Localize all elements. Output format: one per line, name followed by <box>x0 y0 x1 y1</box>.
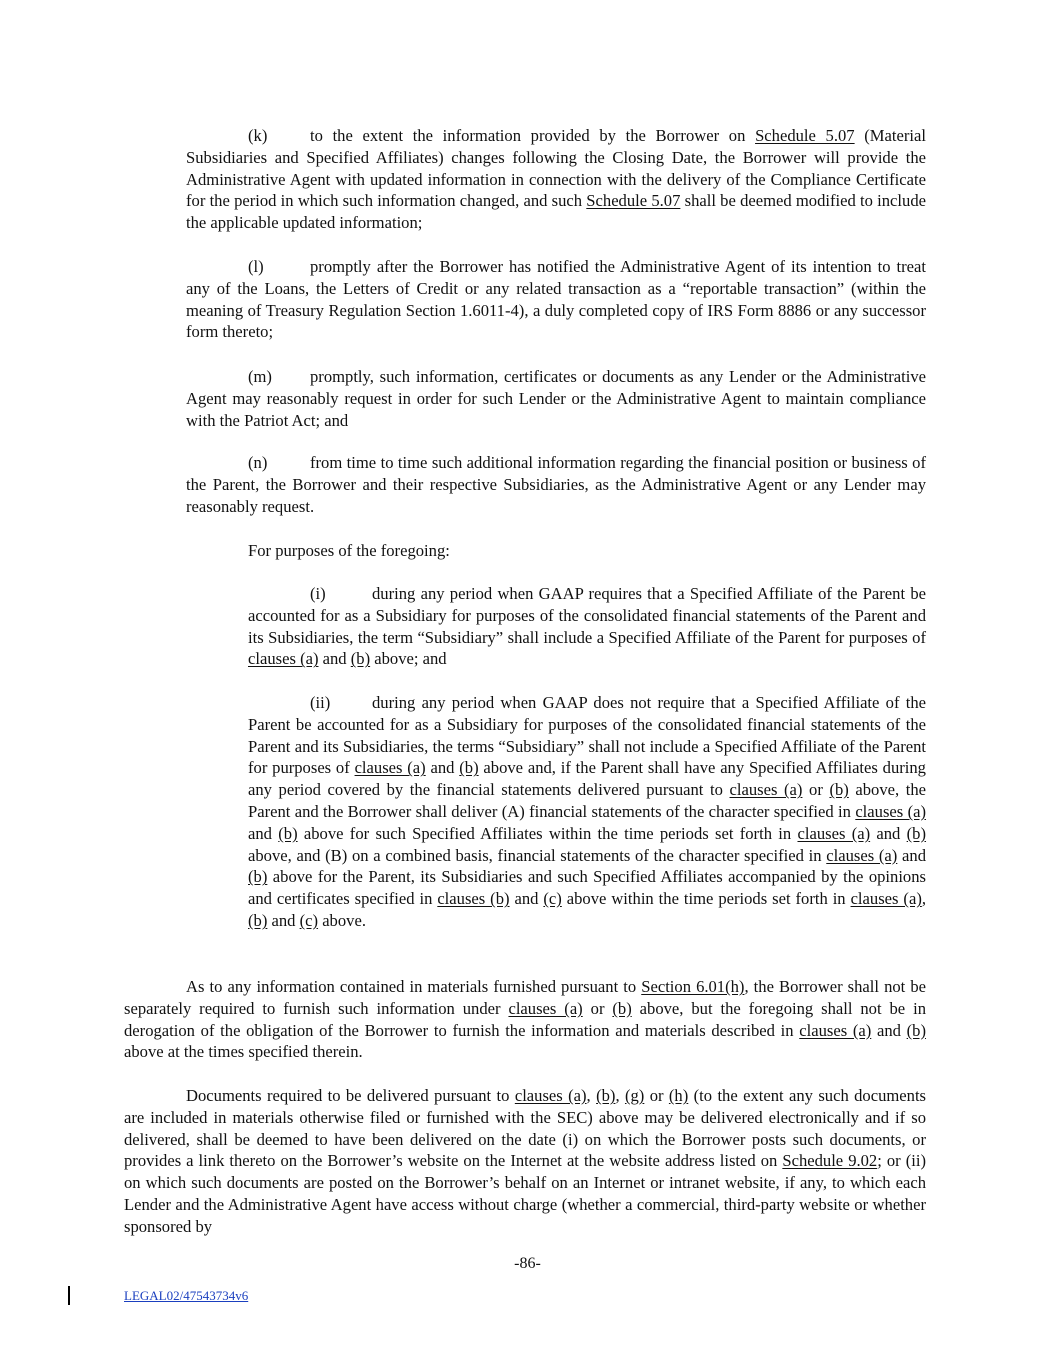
clause-reference: clauses (b) <box>437 889 510 909</box>
paragraph-documents-text: , <box>615 1086 625 1105</box>
clause-reference: clauses (a) <box>514 1086 587 1105</box>
clause-reference: (g) <box>624 1086 645 1105</box>
paragraph-as-to-text: above, but the foregoing shall not be in derogation of the obligation of the Borrower to furnish the information and materials described in <box>124 998 926 1040</box>
paragraph-ii-text: and <box>425 758 460 778</box>
paragraph-documents <box>124 1085 926 1238</box>
clause-reference: (b) <box>278 823 298 843</box>
clause-reference: clauses (a) <box>826 845 898 865</box>
paragraph-n <box>186 452 926 517</box>
paragraph-i-text: and <box>318 649 351 669</box>
clause-reference: (b) <box>612 998 632 1018</box>
paragraph-i-text: during any period when GAAP requires that a Specified Affiliate of the Parent be accounted for as a Subsidiary for purposes of the consolidated financial statements of the Parent and its Subsidiaries, the term “Subsidiary” shall include a Specified Affiliate of the Parent for purposes of <box>248 584 926 647</box>
paragraph-k-label: (k) <box>248 126 268 145</box>
paragraph-as-to <box>124 976 926 1063</box>
clause-reference: (c) <box>299 910 319 930</box>
paragraph-documents-text: ; or (ii) on which such documents are posted on the Borrower’s behalf on an Internet or intranet website, if any, to which each Lender and the Administrative Agent have access without charge (whether a commercial, third-party website or whether sponsored by <box>124 1151 926 1236</box>
paragraph-ii-text: above. <box>318 910 366 930</box>
paragraph-ii-text: above within the time periods set forth in <box>561 889 851 909</box>
paragraph-as-to-text: and <box>871 1020 907 1040</box>
clause-reference: clauses (a) <box>729 780 803 800</box>
paragraph-ii-text: , <box>921 889 926 909</box>
paragraph-ii-text: and <box>267 910 300 930</box>
paragraph-as-to-text: or <box>582 998 613 1018</box>
schedule-5-07-reference: Schedule 5.07 <box>755 126 855 145</box>
paragraph-l <box>186 256 926 343</box>
paragraph-as-to-text: As to any information contained in materials furnished pursuant to <box>186 977 642 996</box>
paragraph-m-text: promptly, such information, certificates or documents as any Lender or the Administrative Agent may reasonably request in order for such Lender or the Administrative Agent to maintain compliance with the Patriot Act; and <box>186 367 926 430</box>
paragraph-ii-text: above and, if the Parent shall have any Specified Affiliates during any period covered by the financial statements delivered pursuant to <box>248 758 926 800</box>
clause-reference: (b) <box>829 780 849 800</box>
paragraph-ii <box>248 692 926 932</box>
paragraph-k-text: (Material Subsidiaries and Specified Affiliates) changes following the Closing Date, the Borrower will provide the Administrative Agent with updated information in connection with the delivery of the Compliance Certificate for the period in which such information changed, and such <box>186 126 927 211</box>
paragraph-i-label: (i) <box>310 584 326 603</box>
paragraph-m-label: (m) <box>248 367 272 386</box>
paragraph-i-text: above; and <box>370 649 447 669</box>
paragraph-documents-text: Documents required to be delivered pursuant to <box>186 1086 515 1105</box>
paragraph-as-to-text: , the Borrower shall not be separately required to furnish such information under <box>124 977 926 1018</box>
paragraph-k <box>186 125 926 234</box>
paragraph-ii-text: and <box>248 823 279 843</box>
paragraph-n-text: from time to time such additional information regarding the financial position or business of the Parent, the Borrower and their respective Subsidiaries, as the Administrative Agent or any Lender may reasonably request. <box>186 453 926 516</box>
paragraph-ii-text: and <box>509 889 544 909</box>
paragraph-k-text: shall be deemed modified to include the applicable updated information; <box>186 191 926 233</box>
clause-reference: clauses (a) <box>855 801 926 821</box>
clause-reference: (b) <box>459 758 479 778</box>
clause-reference: (c) <box>543 889 562 909</box>
paragraph-ii-label: (ii) <box>310 693 331 712</box>
clause-reference: (h) <box>668 1086 689 1105</box>
clause-reference: clauses (a) <box>248 649 319 669</box>
document-id-link[interactable]: LEGAL02/47543734v6 <box>124 1288 249 1303</box>
paragraph-ii-text: above, and (B) on a combined basis, financial statements of the character specified in <box>248 845 827 865</box>
schedule-5-07-reference: Schedule 5.07 <box>586 191 681 211</box>
clause-reference: (b) <box>248 910 268 930</box>
clause-reference: clauses (a) <box>799 1020 872 1040</box>
paragraph-l-label: (l) <box>248 257 264 276</box>
paragraph-ii-text: above, the Parent and the Borrower shall deliver (A) financial statements of the character specified in <box>248 780 927 821</box>
paragraph-ii-text: above for the Parent, its Subsidiaries and such Specified Affiliates accompanied by the opinions and certificates specified in <box>248 867 926 909</box>
paragraph-ii-text: or <box>802 780 830 800</box>
paragraph-ii-text: during any period when GAAP does not require that a Specified Affiliate of the Parent be accounted for as a Subsidiary for purposes of the consolidated financial statements of the Parent and its Subsidiaries, the terms “Subsidiary” shall not include a Specified Affiliate of the Parent for purposes of <box>248 693 926 778</box>
section-reference: Section 6.01(h) <box>641 977 745 996</box>
paragraph-k-text: to the extent the information provided by the Borrower on <box>310 126 756 145</box>
paragraph-as-to-text: above at the times specified therein. <box>124 1042 363 1062</box>
clause-reference: (b) <box>906 823 927 843</box>
page-number: -86- <box>514 1255 541 1272</box>
paragraph-ii-text: and <box>870 823 907 843</box>
clause-reference: (b) <box>906 1020 926 1040</box>
clause-reference: (b) <box>596 1086 616 1105</box>
clause-reference: (b) <box>248 867 268 887</box>
paragraph-ii-text: above for such Specified Affiliates within the time periods set forth in <box>297 823 798 843</box>
foregoing-heading: For purposes of the foregoing: <box>248 541 450 560</box>
revision-bar <box>68 1286 70 1305</box>
paragraph-documents-text: , <box>586 1086 597 1105</box>
paragraph-documents-text: (to the extent any such documents are included in materials otherwise filed or furnished with the SEC) above may be delivered electronically and if so delivered, shall be deemed to have been delivered on the date (i) on which the Borrower posts such documents, or provides a link thereto on the Borrower’s website on the Internet at the website address listed on <box>124 1086 927 1171</box>
paragraph-i <box>248 583 926 670</box>
schedule-9-02-reference: Schedule 9.02 <box>782 1151 878 1171</box>
clause-reference: clauses (a) <box>797 823 871 843</box>
clause-reference: clauses (a) <box>508 998 583 1018</box>
paragraph-n-label: (n) <box>248 453 268 472</box>
paragraph-m <box>186 366 926 431</box>
clause-reference: clauses (a) <box>850 889 922 909</box>
clause-reference: clauses (a) <box>354 758 426 778</box>
paragraph-ii-text: and <box>897 845 926 865</box>
paragraph-l-text: promptly after the Borrower has notified the Administrative Agent of its intention to treat any of the Loans, the Letters of Credit or any related transaction as a “reportable transaction” (within the meaning of Treasury Regulation Section 1.6011-4), a duly completed copy of IRS Form 8886 or any successor form thereto; <box>186 257 926 342</box>
paragraph-documents-text: or <box>644 1086 669 1105</box>
clause-reference: (b) <box>350 649 371 669</box>
